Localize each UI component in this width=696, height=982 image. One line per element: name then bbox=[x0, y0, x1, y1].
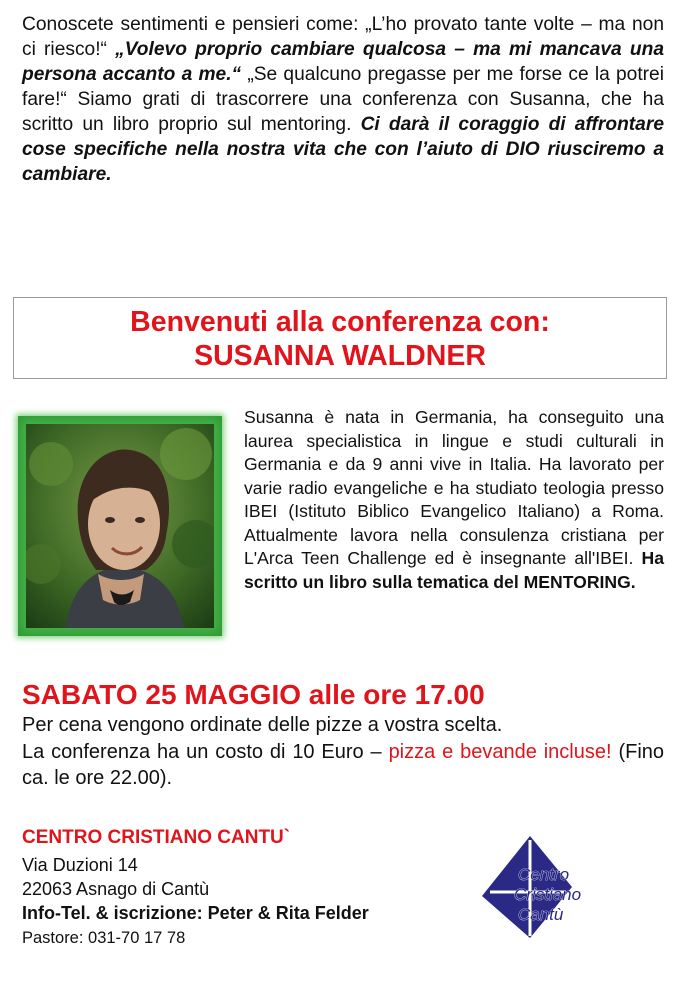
intro-paragraph bbox=[22, 12, 664, 187]
banner-title: Benvenuti alla conferenza con: bbox=[130, 306, 550, 338]
cost-info-end: (Fino ca. le ore 22.00). bbox=[22, 740, 665, 789]
speaker-name: SUSANNA WALDNER bbox=[194, 340, 486, 372]
pastor-phone: Pastore: 031-70 17 78 bbox=[22, 929, 186, 947]
intro-closing-bold: Ci darà il coraggio di affrontare cose specifiche nella nostra vita che con l’aiuto di DIO riusciremo a cambiare. bbox=[22, 114, 664, 185]
bio-text: Susanna è nata in Germania, ha conseguito una laurea specialistica in lingue e studi culturali in Germania e da 9 anni vive in Italia. Ha lavorato per varie radio evangeliche e ha studiato teologia presso IBEI (Istituto Biblico Evangelico Italiano) a Roma. Attualmente lavora nella consulenza cristiana per L'Arca Teen Challenge ed è insegnante all'IBEI. bbox=[244, 407, 664, 568]
speaker-photo-frame bbox=[18, 416, 222, 636]
speaker-bio bbox=[244, 406, 664, 594]
cost-info-start: La conferenza ha un costo di 10 Euro – bbox=[22, 740, 389, 763]
registration-info: Info-Tel. & iscrizione: Peter & Rita Felder bbox=[22, 903, 369, 923]
center-address bbox=[22, 853, 369, 950]
intro-text-2: „Se qualcuno pregasse per me forse ce la potrei fare!“ Siamo grati di trascorrere una conferenza con Susanna, che ha scritto un libro proprio sul mentoring. bbox=[22, 64, 664, 135]
welcome-banner bbox=[13, 297, 667, 379]
logo-line2: Cristiano bbox=[514, 885, 582, 904]
bio-book-bold: Ha scritto un libro sulla tematica del MENTORING. bbox=[244, 548, 664, 592]
speaker-photo bbox=[26, 424, 214, 628]
event-info bbox=[22, 712, 664, 792]
centro-cristiano-logo bbox=[466, 832, 618, 942]
logo-line3: Cantù bbox=[518, 905, 564, 924]
cost-included-red: pizza e bevande incluse! bbox=[388, 740, 612, 763]
intro-quote-bold: „Volevo proprio cambiare qualcosa – ma mi mancava una persona accanto a me.“ bbox=[22, 39, 664, 85]
address-city: 22063 Asnago di Cantù bbox=[22, 879, 210, 899]
dinner-info: Per cena vengono ordinate delle pizze a vostra scelta. bbox=[22, 714, 503, 736]
center-name: CENTRO CRISTIANO CANTU` bbox=[22, 827, 291, 848]
logo-line1: Centro bbox=[518, 865, 570, 884]
intro-text-1: Conoscete sentimenti e pensieri come: „L’ho provato tante volte – ma non ci riesco!“ bbox=[22, 14, 664, 60]
address-street: Via Duzioni 14 bbox=[22, 855, 138, 875]
event-date: SABATO 25 MAGGIO alle ore 17.00 bbox=[22, 679, 485, 710]
